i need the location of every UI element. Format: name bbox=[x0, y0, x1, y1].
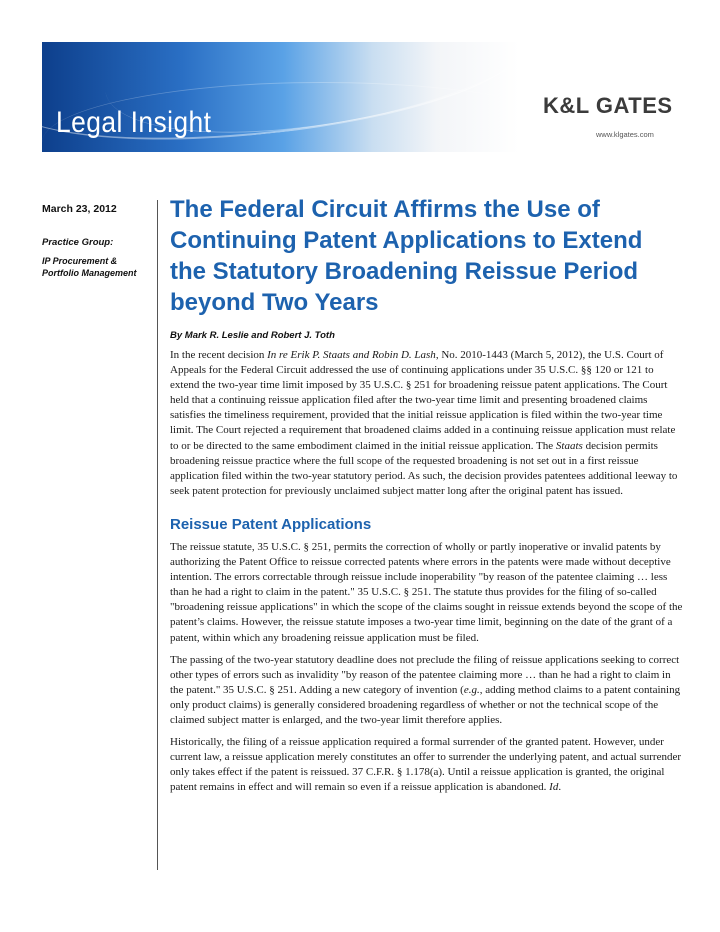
case-short-name: Staats bbox=[555, 439, 583, 452]
body-paragraph bbox=[170, 653, 685, 728]
paragraph-text: . bbox=[558, 781, 562, 794]
brand-url: www.klgates.com bbox=[596, 130, 654, 139]
article-title: The Federal Circuit Affirms the Use of Continuing Patent Applications to Extend the Statutory Broadening Reissue Period beyond Two Years bbox=[170, 196, 643, 316]
article bbox=[170, 194, 685, 795]
intro-text: decision permits broadening reissue practice where the full scope of the requested broadening is not set out in a first reissue application filed within the two-year statutory period. As such, the decision provides patentees additional leeway to seek patent protection for previously unclaimed subject matter long after the original patent has issued. bbox=[170, 439, 678, 497]
intro-text: In the recent decision bbox=[170, 349, 268, 361]
paragraph-text: , adding method claims to a patent containing only product claims) is generally considered broadening regardless of whether or not the technical scope of the claimed subject matter is enlarged, and the two-year limit therefore applies. bbox=[170, 683, 681, 726]
section-heading: Reissue Patent Applications bbox=[170, 515, 372, 533]
paragraph-text: The passing of the two-year statutory deadline does not preclude the filing of reissue applications seeking to correct other types of errors such as invalidity "by reason of the patentee claiming more … than he had a right to claim in the patent." 35 U.S.C. § 251. Adding a new category of invention ( bbox=[170, 653, 680, 696]
id-citation: Id bbox=[549, 781, 559, 794]
paragraph-text: Historically, the filing of a reissue application required a formal surrender of the granted patent. However, under current law, a reissue application merely constitutes an offer to surrender the underlying patent, and actual surrender only takes effect if the patent is reissued. 37 C.F.R. § 1.178(a). Until a reissue application is granted, the original patent remains in effect and will remain so even if a reissue application is abandoned. bbox=[170, 736, 682, 794]
byline: By Mark R. Leslie and Robert J. Toth bbox=[170, 330, 335, 341]
intro-paragraph bbox=[170, 348, 685, 499]
column-divider bbox=[157, 200, 158, 870]
brand-logo: K&L GATES bbox=[543, 93, 673, 118]
banner-title: Legal Insight bbox=[56, 106, 212, 139]
sidebar bbox=[42, 203, 147, 279]
body-paragraph: The reissue statute, 35 U.S.C. § 251, permits the correction of wholly or partly inoperative or invalid patents by authorizing the Patent Office to reissue corrected patents where errors in the patents were made without deceptive intention. The errors correctable through reissue include inoperability "by reason of the patentee claiming … less than he had a right to claim in the patent." 35 U.S.C. § 251. The statute thus provides for the filing of so-called "broadening reissue applications" in which the scope of the claims sought in reissue extends beyond the scope of the patent’s claims. However, the reissue statute imposes a two-year time limit, beginning on the date of the grant of a patent, within which any broadening reissue application must be filed. bbox=[170, 540, 683, 644]
publication-date: March 23, 2012 bbox=[42, 203, 117, 215]
case-name: In re Erik P. Staats and Robin D. Lash bbox=[267, 349, 436, 361]
practice-group-value: IP Procurement & Portfolio Management bbox=[42, 256, 137, 278]
practice-group-label: Practice Group: bbox=[42, 237, 114, 248]
eg-abbrev: e.g. bbox=[463, 683, 480, 696]
body-paragraph bbox=[170, 735, 685, 795]
intro-text: , No. 2010-1443 (March 5, 2012), the U.S. Court of Appeals for the Federal Circuit addressed the use of continuing applications under 35 U.S.C. §§ 120 or 121 to extend the two-year time limit imposed by 35 U.S.C. § 251 for broadening reissue patent applications. The Court held that a continuing reissue application filed after the two-year time limit and presenting broadened claims satisfies the timeliness requirement, provided that the initial reissue application is filed within the two-year time limit. The Court rejected a requirement that broadened claims added in a continuing reissue application must relate to or be directed to the same embodiment claimed in the initial reissue application. The bbox=[170, 349, 676, 452]
